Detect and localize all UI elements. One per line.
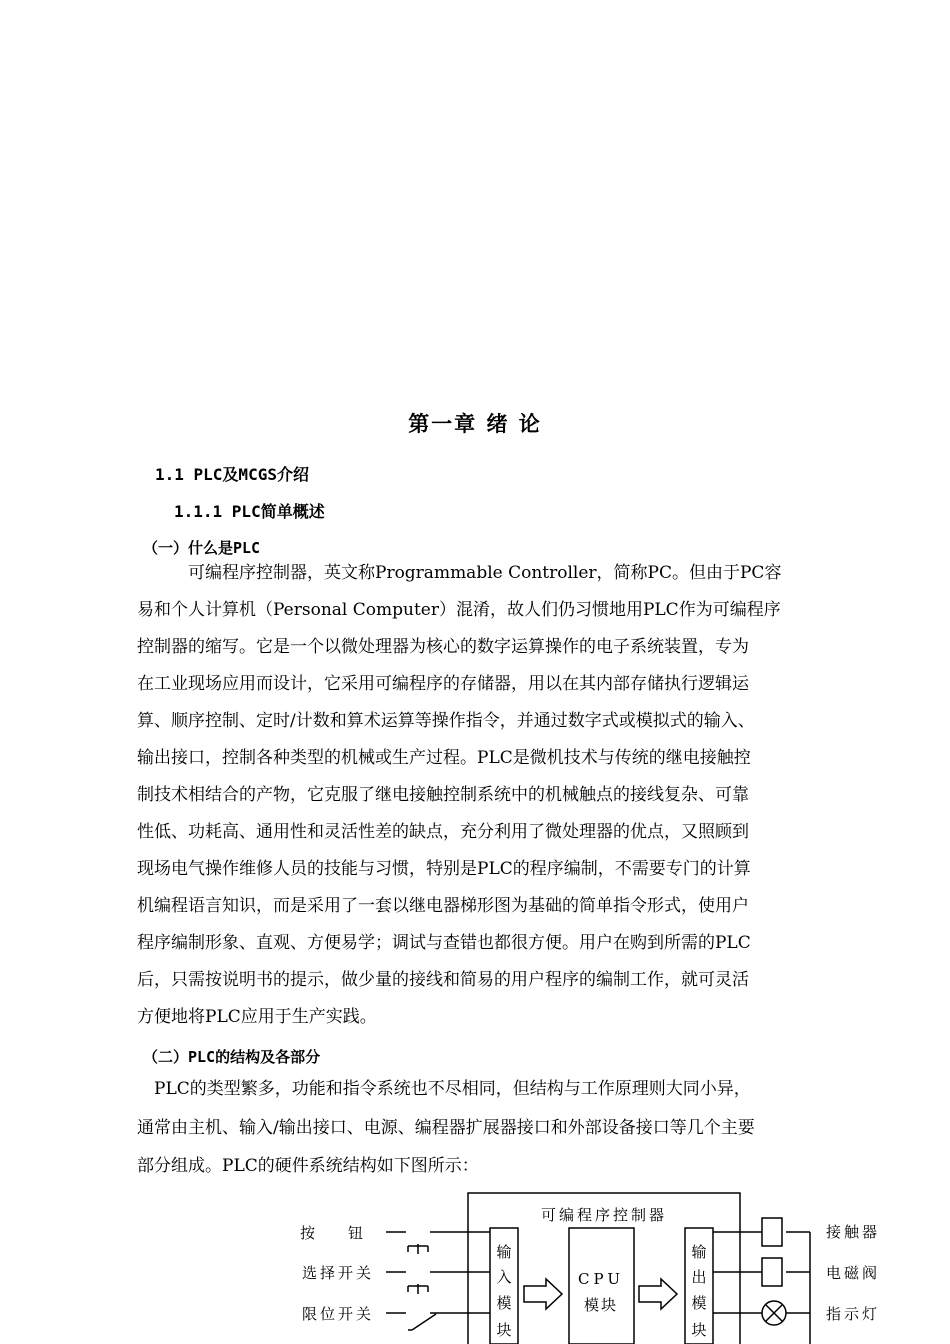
output-label-solenoid-valve: 电磁阀: [826, 1264, 881, 1282]
paragraph-line: 性低、功耗高、通用性和灵活性差的缺点，充分利用了微处理器的优点，又照顾到: [137, 822, 749, 842]
svg-text:输: 输: [496, 1243, 512, 1261]
output-label-contactor: 接触器: [826, 1223, 881, 1241]
cpu-label: CPU: [578, 1270, 624, 1288]
output-label-indicator-lamp: 指示灯: [826, 1305, 881, 1323]
section-heading-1-1-1: 1.1.1 PLC简单概述: [174, 502, 325, 521]
svg-text:输: 输: [691, 1243, 707, 1261]
paragraph-line: 通常由主机、输入/输出接口、电源、编程器扩展器接口和外部设备接口等几个主要: [137, 1118, 755, 1138]
subsection-heading-what-is-plc: （一）什么是PLC: [143, 539, 261, 557]
subsection-heading-plc-structure: （二）PLC的结构及各部分: [143, 1048, 321, 1066]
svg-text:出: 出: [691, 1268, 707, 1286]
paragraph-line: PLC的类型繁多，功能和指令系统也不尽相同，但结构与工作原理则大同小异，: [137, 1079, 751, 1099]
input-label-selector-switch: 选择开关: [302, 1264, 375, 1282]
paragraph-line: 程序编制形象、直观、方便易学；调试与查错也都很方便。用户在购到所需的PLC: [137, 933, 751, 953]
cpu-sub-label: 模块: [583, 1296, 619, 1314]
chapter-title: 第一章 绪 论: [408, 412, 542, 436]
svg-text:块: 块: [496, 1321, 512, 1339]
paragraph-line: 方便地将PLC应用于生产实践。: [137, 1007, 377, 1027]
svg-text:入: 入: [496, 1268, 512, 1286]
diagram-title: 可编程序控制器: [540, 1206, 668, 1224]
paragraph-line: 算、顺序控制、定时/计数和算术运算等操作指令，并通过数字式或模拟式的输入、: [137, 711, 755, 731]
input-module-label: [496, 1243, 511, 1339]
input-label-limit-switch: 限位开关: [302, 1305, 375, 1323]
output-module-label: [691, 1243, 706, 1339]
paragraph-line: 在工业现场应用而设计，它采用可编程序的存储器，用以在其内部存储执行逻辑运: [137, 674, 749, 694]
paragraph-line: 现场电气操作维修人员的技能与习惯，特别是PLC的程序编制，不需要专门的计算: [137, 859, 751, 879]
plc-hardware-diagram: [290, 1188, 910, 1344]
svg-text:模: 模: [496, 1294, 512, 1312]
paragraph-line: 后，只需按说明书的提示，做少量的接线和简易的用户程序的编制工作，就可灵活: [137, 970, 749, 990]
paragraph-line: 可编程序控制器，英文称Programmable Controller，简称PC。但由于PC容: [137, 563, 782, 583]
paragraph-line: 制技术相结合的产物，它克服了继电接触控制系统中的机械触点的接线复杂、可靠: [137, 785, 749, 805]
paragraph-line: 控制器的缩写。它是一个以微处理器为核心的数字运算操作的电子系统装置，专为: [137, 637, 749, 657]
svg-text:块: 块: [691, 1321, 707, 1339]
svg-text:模: 模: [691, 1294, 707, 1312]
paragraph-line: 输出接口，控制各种类型的机械或生产过程。PLC是微机技术与传统的继电接触控: [137, 748, 751, 768]
section-heading-1-1: 1.1 PLC及MCGS介绍: [155, 465, 309, 484]
paragraph-line: 部分组成。PLC的硬件系统结构如下图所示：: [137, 1156, 479, 1176]
paragraph-line: 易和个人计算机（Personal Computer）混淆，故人们仍习惯地用PLC作为可编程序: [137, 600, 781, 620]
paragraph-line: 机编程语言知识，而是采用了一套以继电器梯形图为基础的简单指令形式，使用户: [137, 896, 749, 916]
input-label-button: 按 钮: [300, 1224, 365, 1242]
